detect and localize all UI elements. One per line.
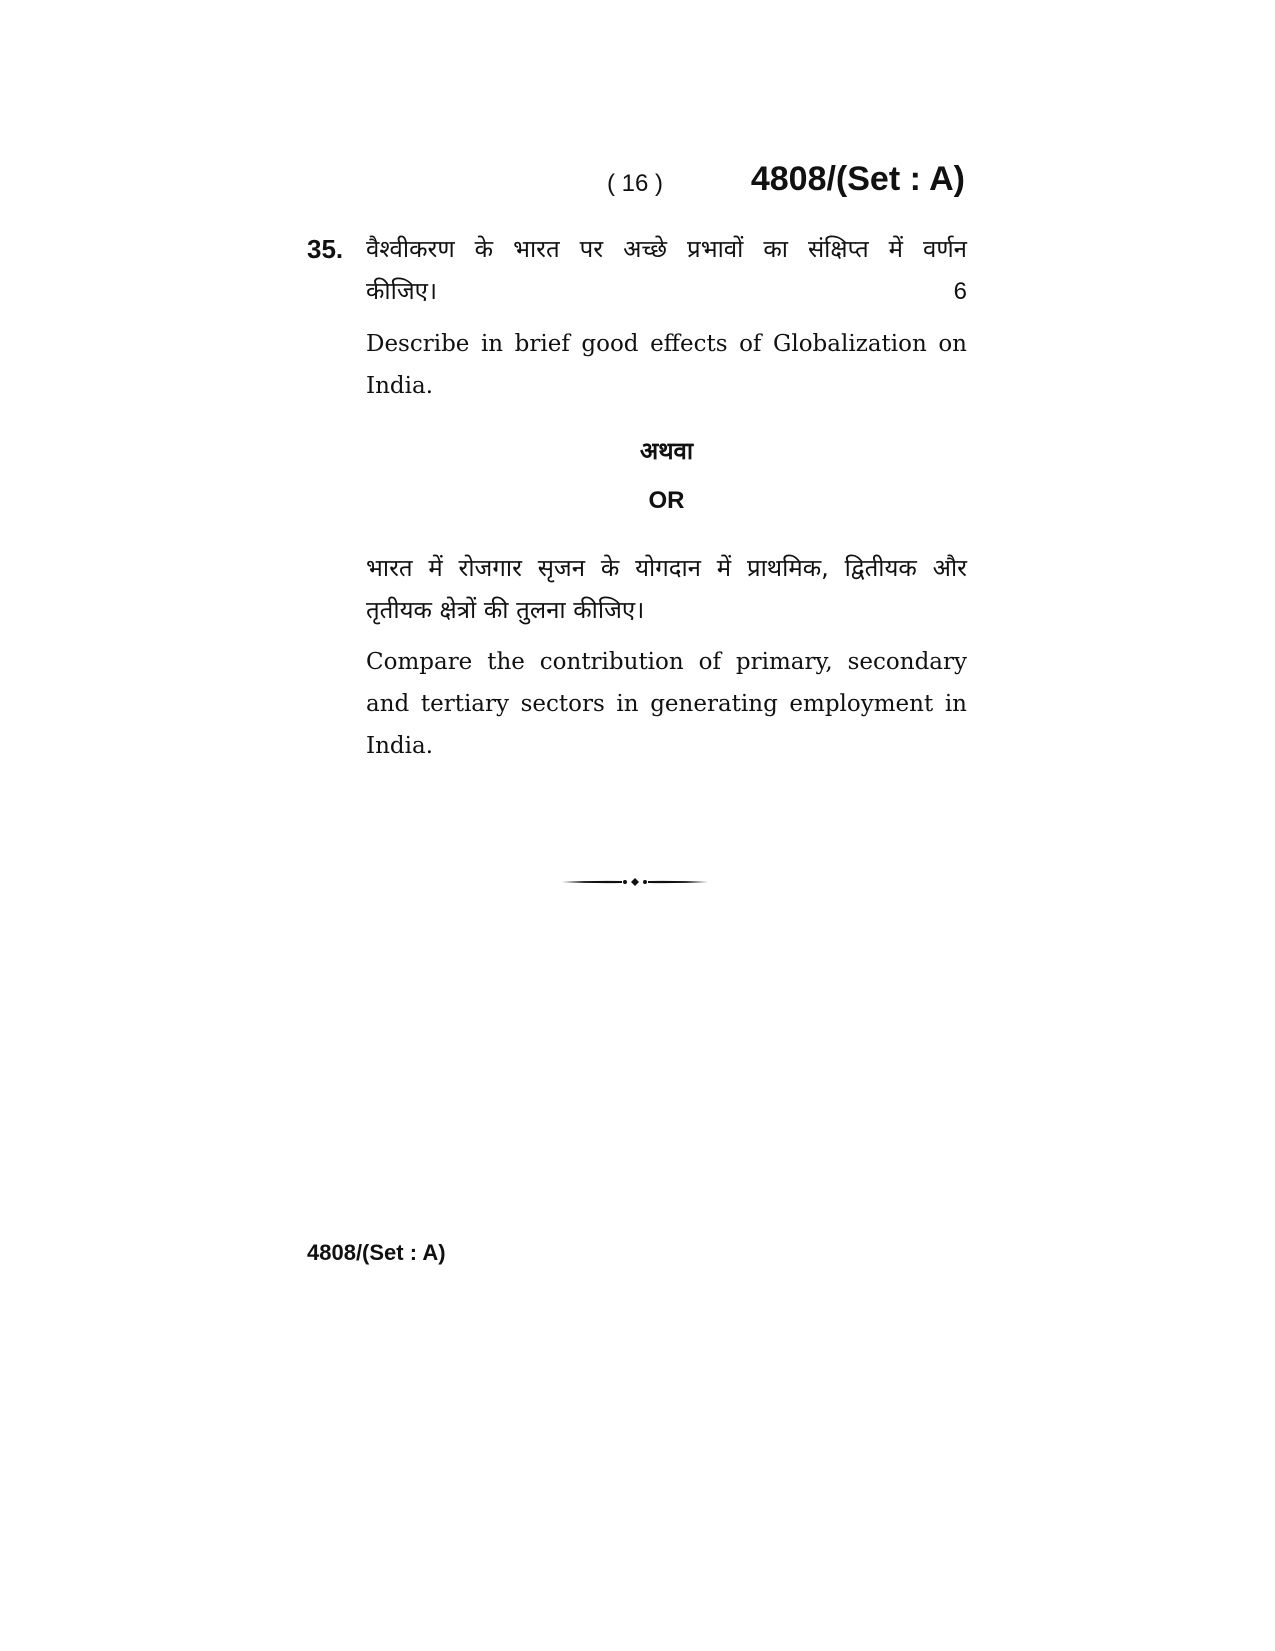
or-english: OR [648, 487, 685, 514]
alternative-question-english: Compare the contribution of primary, secondary and tertiary sectors in generating employment in India. [366, 649, 967, 759]
question-number: 35. [307, 234, 344, 264]
or-hindi: अथवा [639, 437, 694, 465]
alternative-question-hindi: भारत में रोजगार सृजन के योगदान में प्राथमिक, द्वितीयक और तृतीयक क्षेत्रों की तुलना कीजिए। [366, 554, 967, 624]
or-separator [366, 431, 967, 521]
question-body [366, 228, 967, 767]
paper-code-header: 4808/(Set : A) [750, 160, 965, 198]
question-hindi-line-1: वैश्वीकरण के भारत पर अच्छे प्रभावों का संक्षिप्त में वर्णन [366, 235, 967, 263]
paper-code-footer: 4808/(Set : A) [307, 1240, 446, 1265]
marks-label: 6 [953, 278, 967, 305]
question-hindi-line-2-row [366, 270, 967, 313]
end-ornament-icon [562, 875, 708, 889]
page-number: ( 16 ) [606, 170, 663, 197]
question-english: Describe in brief good effects of Globalization on India. [366, 331, 967, 399]
question-hindi-line-2: कीजिए। [366, 277, 438, 305]
